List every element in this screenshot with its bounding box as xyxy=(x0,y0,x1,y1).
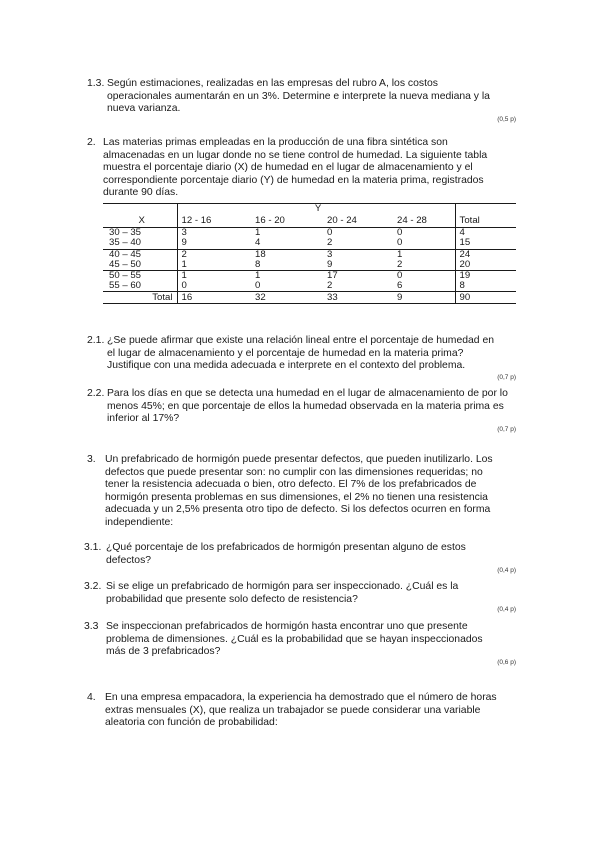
table-header-row xyxy=(103,214,516,228)
table-cell: 2 xyxy=(181,248,187,260)
text-line: Las materias primas empleadas en la producción de una fibra sintética son xyxy=(103,137,448,148)
y-axis-label: Y xyxy=(177,204,455,215)
table-cell: 4 xyxy=(459,227,465,239)
table-cell: 17 xyxy=(327,270,338,282)
text-line: durante 90 días. xyxy=(103,187,179,199)
row-label: 50 – 55 xyxy=(103,271,177,282)
question-3-text xyxy=(105,454,517,530)
row-label: 45 – 50 xyxy=(103,260,177,271)
text-line: correspondiente porcentaje diario (Y) de humedad en la materia prima, registrados xyxy=(103,174,484,186)
points-label: (0,7 p) xyxy=(497,426,516,433)
question-1-3-text xyxy=(107,78,517,116)
table-row xyxy=(103,281,516,292)
question-number: 4. xyxy=(87,692,96,703)
text-line: Según estimaciones, realizadas en las empresas del rubro A, los costos xyxy=(107,78,438,89)
question-number: 1.3. xyxy=(87,78,105,89)
table-cell: 0 xyxy=(393,271,455,282)
contingency-table xyxy=(103,203,516,304)
header-cell xyxy=(103,204,177,215)
text-line: En una empresa empacadora, la experiencia ha demostrado que el número de horas xyxy=(105,692,497,703)
table-cell: 20 xyxy=(455,260,516,271)
text-line: ¿Qué porcentaje de los prefabricados de hormigón presentan alguno de estos xyxy=(106,542,466,553)
question-3-2-text xyxy=(106,581,517,606)
question-number: 2. xyxy=(87,137,96,148)
text-line: nueva varianza. xyxy=(107,103,181,115)
text-line: menos 45%; en que porcentaje de ellos la humedad observada en la materia prima es xyxy=(107,400,504,412)
column-header: 16 - 20 xyxy=(251,214,323,228)
table-cell: 9 xyxy=(393,292,455,304)
points-label: (0,7 p) xyxy=(497,374,516,381)
row-label: Total xyxy=(103,292,177,304)
question-number: 3.2. xyxy=(84,581,102,592)
column-header: 20 - 24 xyxy=(323,214,393,228)
question-number: 2.2. xyxy=(87,388,105,399)
table-cell: 1 xyxy=(393,249,455,260)
text-line: más de 3 prefabricados? xyxy=(106,646,221,658)
table-cell: 1 xyxy=(181,270,187,282)
points-label: (0,5 p) xyxy=(497,116,516,123)
table-cell: 4 xyxy=(251,238,323,249)
table-cell: 9 xyxy=(323,260,393,271)
question-number: 2.1. xyxy=(87,335,105,346)
table-cell: 24 xyxy=(459,248,471,260)
text-line: inferior al 17%? xyxy=(107,413,180,425)
text-line: probabilidad que presente solo defecto de resistencia? xyxy=(106,593,358,605)
x-axis-label: X xyxy=(103,214,177,228)
text-line: problema de dimensiones. ¿Cuál es la probabilidad que se hayan inspeccionados xyxy=(106,633,483,645)
table-cell: 16 xyxy=(177,292,251,304)
table-cell: 9 xyxy=(177,238,251,249)
question-2-2-text xyxy=(107,388,517,426)
table-cell: 18 xyxy=(255,248,266,260)
text-line: almacenadas en un lugar donde no se tiene control de humedad. La siguiente tabla xyxy=(103,149,488,161)
row-label: 30 – 35 xyxy=(103,228,177,239)
text-line: Para los días en que se detecta una humedad en el lugar de almacenamiento de por lo xyxy=(107,388,508,399)
table-cell: 2 xyxy=(393,260,455,271)
question-3-3-text xyxy=(106,621,517,659)
row-label: 35 – 40 xyxy=(103,238,177,249)
table-cell: 19 xyxy=(459,270,471,282)
table-cell: 0 xyxy=(181,280,187,292)
points-label: (0,4 p) xyxy=(497,606,516,613)
text-line: aleatoria con función de probabilidad: xyxy=(105,717,278,729)
table-row xyxy=(103,238,516,249)
text-line: hormigón presenta problemas en sus dimensiones, el 2% no tienen una resistencia xyxy=(105,491,488,503)
table-row xyxy=(103,271,516,282)
table-row xyxy=(103,228,516,239)
row-label: 55 – 60 xyxy=(103,281,177,292)
question-number: 3.3 xyxy=(84,621,99,632)
text-line: Un prefabricado de hormigón puede presentar defectos, que pueden inutilizarlo. Los xyxy=(105,454,493,465)
question-number: 3. xyxy=(87,454,96,465)
table-cell: 1 xyxy=(177,260,251,271)
column-header: Total xyxy=(455,214,516,228)
table-header-row xyxy=(103,204,516,215)
text-line: muestra el porcentaje diario (X) de humedad en el lugar de almacenamiento y el xyxy=(103,162,473,174)
table-cell: 2 xyxy=(323,238,393,249)
text-line: ¿Se puede afirmar que existe una relación lineal entre el porcentaje de humedad en xyxy=(107,335,495,346)
table-cell: 0 xyxy=(255,280,261,292)
text-line: independiente: xyxy=(105,516,174,528)
text-line: operacionales aumentarán en un 3%. Determine e interprete la nueva mediana y la xyxy=(107,90,490,102)
text-line: defectos? xyxy=(106,554,152,566)
table-total-row xyxy=(103,292,516,304)
column-header: 24 - 28 xyxy=(393,214,455,228)
table-cell: 2 xyxy=(327,280,333,292)
table-cell: 90 xyxy=(455,292,516,304)
points-label: (0,6 p) xyxy=(497,659,516,666)
table-cell: 0 xyxy=(393,238,455,249)
table-cell: 0 xyxy=(327,227,333,239)
table-cell: 0 xyxy=(393,228,455,239)
table-cell: 1 xyxy=(255,270,261,282)
question-2-1-text xyxy=(107,335,517,373)
row-label: 40 – 45 xyxy=(103,249,177,260)
table-cell: 8 xyxy=(251,260,323,271)
header-cell xyxy=(455,204,516,215)
text-line: Justifique con una medida adecuada e interprete en el contexto del problema. xyxy=(107,360,466,372)
text-line: el lugar de almacenamiento y el porcentaje de humedad en la materia prima? xyxy=(107,347,464,359)
question-number: 3.1. xyxy=(84,542,102,553)
text-line: Si se elige un prefabricado de hormigón para ser inspeccionado. ¿Cuál es la xyxy=(106,581,459,592)
text-line: tener la resistencia adecuada o bien, otro defecto. El 7% de los prefabricados de xyxy=(105,479,477,491)
table-cell: 15 xyxy=(455,238,516,249)
table-cell: 3 xyxy=(327,248,333,260)
table-cell: 1 xyxy=(255,227,261,239)
question-2-text xyxy=(103,137,517,200)
text-line: defectos que puede presentar son: no cumplir con las dimensiones requeridas; no xyxy=(105,466,483,478)
table-cell: 6 xyxy=(393,281,455,292)
question-3-1-text xyxy=(106,542,517,567)
table-cell: 8 xyxy=(459,280,465,292)
text-line: extras mensuales (X), que realiza un trabajador se puede considerar una variable xyxy=(105,704,481,716)
table-row xyxy=(103,249,516,260)
text-line: adecuada y un 2,5% presenta otro tipo de defecto. Si los defectos ocurren en forma xyxy=(105,504,491,516)
text-line: Se inspeccionan prefabricados de hormigón hasta encontrar uno que presente xyxy=(106,621,468,632)
table-cell: 32 xyxy=(251,292,323,304)
column-header: 12 - 16 xyxy=(177,214,251,228)
table-row xyxy=(103,260,516,271)
table-cell: 33 xyxy=(323,292,393,304)
points-label: (0,4 p) xyxy=(497,567,516,574)
table-cell: 3 xyxy=(181,227,187,239)
question-4-text xyxy=(105,692,517,730)
